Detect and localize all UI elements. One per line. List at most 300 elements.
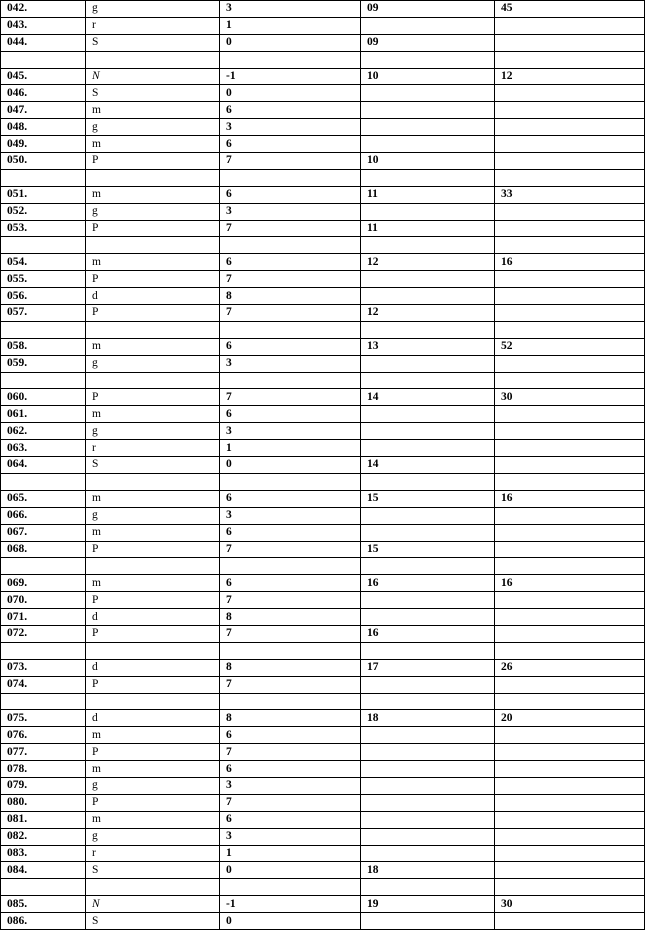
cell-num: 050. bbox=[1, 153, 86, 170]
cell-col4 bbox=[361, 355, 495, 372]
cell-col4 bbox=[361, 609, 495, 626]
table-row bbox=[1, 761, 645, 778]
cell-sym: g bbox=[86, 777, 220, 794]
cell-num bbox=[1, 473, 86, 490]
cell-num: 065. bbox=[1, 490, 86, 507]
cell-val bbox=[220, 321, 361, 338]
cell-sym: g bbox=[86, 203, 220, 220]
cell-col5 bbox=[495, 676, 645, 693]
cell-val: 3 bbox=[220, 828, 361, 845]
cell-sym bbox=[86, 51, 220, 68]
cell-val: 0 bbox=[220, 913, 361, 930]
cell-col4: 19 bbox=[361, 896, 495, 913]
cell-num: 068. bbox=[1, 541, 86, 558]
cell-col4 bbox=[361, 51, 495, 68]
cell-val: 3 bbox=[220, 507, 361, 524]
cell-col5 bbox=[495, 153, 645, 170]
cell-val bbox=[220, 642, 361, 659]
cell-col5 bbox=[495, 862, 645, 879]
table-row bbox=[1, 676, 645, 693]
table-row bbox=[1, 389, 645, 406]
cell-col4: 11 bbox=[361, 186, 495, 203]
cell-col4 bbox=[361, 288, 495, 305]
spacer-row bbox=[1, 372, 645, 389]
cell-val: 1 bbox=[220, 440, 361, 457]
cell-col4: 10 bbox=[361, 153, 495, 170]
cell-col5: 16 bbox=[495, 490, 645, 507]
cell-num bbox=[1, 237, 86, 254]
cell-val: 3 bbox=[220, 777, 361, 794]
table-row bbox=[1, 119, 645, 136]
spacer-row bbox=[1, 237, 645, 254]
table-row bbox=[1, 575, 645, 592]
cell-sym: m bbox=[86, 524, 220, 541]
cell-col4 bbox=[361, 727, 495, 744]
cell-col5 bbox=[495, 558, 645, 575]
table-row bbox=[1, 710, 645, 727]
cell-sym bbox=[86, 237, 220, 254]
table-row bbox=[1, 845, 645, 862]
table-row bbox=[1, 68, 645, 85]
cell-sym: g bbox=[86, 507, 220, 524]
cell-col4 bbox=[361, 473, 495, 490]
cell-col5 bbox=[495, 34, 645, 51]
table-row bbox=[1, 288, 645, 305]
cell-sym: m bbox=[86, 102, 220, 119]
cell-col4 bbox=[361, 777, 495, 794]
spacer-row bbox=[1, 321, 645, 338]
spacer-row bbox=[1, 879, 645, 896]
cell-col4: 16 bbox=[361, 625, 495, 642]
cell-num: 047. bbox=[1, 102, 86, 119]
cell-col5: 30 bbox=[495, 389, 645, 406]
cell-col5 bbox=[495, 507, 645, 524]
table-row bbox=[1, 541, 645, 558]
cell-col5 bbox=[495, 220, 645, 237]
cell-col5 bbox=[495, 237, 645, 254]
cell-sym: d bbox=[86, 659, 220, 676]
cell-val: 8 bbox=[220, 659, 361, 676]
cell-col5 bbox=[495, 744, 645, 761]
cell-val: 6 bbox=[220, 727, 361, 744]
cell-col4: 09 bbox=[361, 1, 495, 18]
spacer-row bbox=[1, 642, 645, 659]
cell-col5 bbox=[495, 473, 645, 490]
cell-col5: 16 bbox=[495, 254, 645, 271]
cell-col5 bbox=[495, 642, 645, 659]
table-row bbox=[1, 102, 645, 119]
table-row bbox=[1, 777, 645, 794]
spacer-row bbox=[1, 558, 645, 575]
cell-col4 bbox=[361, 237, 495, 254]
cell-val bbox=[220, 473, 361, 490]
cell-num: 061. bbox=[1, 406, 86, 423]
cell-col4 bbox=[361, 440, 495, 457]
cell-num: 058. bbox=[1, 338, 86, 355]
table-row bbox=[1, 271, 645, 288]
cell-sym: r bbox=[86, 17, 220, 34]
cell-col4: 11 bbox=[361, 220, 495, 237]
cell-sym: r bbox=[86, 845, 220, 862]
cell-val: 6 bbox=[220, 575, 361, 592]
cell-val: 6 bbox=[220, 811, 361, 828]
cell-num: 044. bbox=[1, 34, 86, 51]
cell-sym bbox=[86, 642, 220, 659]
cell-sym: S bbox=[86, 862, 220, 879]
table-row bbox=[1, 625, 645, 642]
cell-sym: S bbox=[86, 913, 220, 930]
cell-sym: S bbox=[86, 85, 220, 102]
cell-num: 076. bbox=[1, 727, 86, 744]
table-row bbox=[1, 744, 645, 761]
table-row bbox=[1, 862, 645, 879]
cell-num: 077. bbox=[1, 744, 86, 761]
table-row bbox=[1, 338, 645, 355]
cell-col5 bbox=[495, 625, 645, 642]
cell-col4 bbox=[361, 524, 495, 541]
cell-val: -1 bbox=[220, 68, 361, 85]
cell-col5 bbox=[495, 761, 645, 778]
spacer-row bbox=[1, 693, 645, 710]
cell-col4 bbox=[361, 676, 495, 693]
cell-val: 6 bbox=[220, 338, 361, 355]
cell-sym bbox=[86, 558, 220, 575]
cell-sym: d bbox=[86, 710, 220, 727]
cell-val: 7 bbox=[220, 676, 361, 693]
table-row bbox=[1, 440, 645, 457]
cell-sym bbox=[86, 473, 220, 490]
cell-num: 045. bbox=[1, 68, 86, 85]
cell-sym: m bbox=[86, 186, 220, 203]
cell-sym: m bbox=[86, 575, 220, 592]
table-row bbox=[1, 85, 645, 102]
table-row bbox=[1, 423, 645, 440]
cell-col4: 09 bbox=[361, 34, 495, 51]
cell-num bbox=[1, 51, 86, 68]
cell-num bbox=[1, 558, 86, 575]
cell-num: 078. bbox=[1, 761, 86, 778]
cell-col4: 16 bbox=[361, 575, 495, 592]
cell-num: 070. bbox=[1, 592, 86, 609]
cell-num: 079. bbox=[1, 777, 86, 794]
cell-col4: 13 bbox=[361, 338, 495, 355]
cell-col5: 30 bbox=[495, 896, 645, 913]
cell-sym: S bbox=[86, 457, 220, 474]
cell-col5 bbox=[495, 51, 645, 68]
cell-sym: g bbox=[86, 119, 220, 136]
cell-num: 071. bbox=[1, 609, 86, 626]
table-row bbox=[1, 727, 645, 744]
cell-col5 bbox=[495, 794, 645, 811]
cell-num: 046. bbox=[1, 85, 86, 102]
cell-col4 bbox=[361, 811, 495, 828]
cell-sym: N bbox=[86, 896, 220, 913]
cell-col5 bbox=[495, 305, 645, 322]
cell-col5 bbox=[495, 845, 645, 862]
cell-num: 056. bbox=[1, 288, 86, 305]
cell-num: 084. bbox=[1, 862, 86, 879]
cell-val bbox=[220, 558, 361, 575]
table-row bbox=[1, 524, 645, 541]
table-row bbox=[1, 794, 645, 811]
table-row bbox=[1, 254, 645, 271]
cell-num: 051. bbox=[1, 186, 86, 203]
cell-col5 bbox=[495, 457, 645, 474]
cell-num: 048. bbox=[1, 119, 86, 136]
cell-col4 bbox=[361, 169, 495, 186]
cell-col5 bbox=[495, 541, 645, 558]
cell-col5: 20 bbox=[495, 710, 645, 727]
cell-sym: r bbox=[86, 440, 220, 457]
cell-col4 bbox=[361, 372, 495, 389]
cell-num: 060. bbox=[1, 389, 86, 406]
cell-sym: g bbox=[86, 828, 220, 845]
cell-col5 bbox=[495, 85, 645, 102]
cell-sym bbox=[86, 879, 220, 896]
table-row bbox=[1, 305, 645, 322]
cell-val: 0 bbox=[220, 85, 361, 102]
cell-col5 bbox=[495, 372, 645, 389]
cell-num: 053. bbox=[1, 220, 86, 237]
cell-val: 7 bbox=[220, 305, 361, 322]
cell-col5 bbox=[495, 321, 645, 338]
cell-val: 8 bbox=[220, 609, 361, 626]
table-row bbox=[1, 406, 645, 423]
cell-col5 bbox=[495, 440, 645, 457]
cell-num bbox=[1, 321, 86, 338]
cell-col4 bbox=[361, 136, 495, 153]
cell-num: 066. bbox=[1, 507, 86, 524]
cell-num: 080. bbox=[1, 794, 86, 811]
cell-col4 bbox=[361, 321, 495, 338]
cell-col5: 12 bbox=[495, 68, 645, 85]
cell-num: 081. bbox=[1, 811, 86, 828]
cell-val: 0 bbox=[220, 862, 361, 879]
cell-col4: 15 bbox=[361, 541, 495, 558]
cell-val: 8 bbox=[220, 288, 361, 305]
cell-val: 1 bbox=[220, 845, 361, 862]
table-row bbox=[1, 136, 645, 153]
cell-col5 bbox=[495, 423, 645, 440]
cell-num: 042. bbox=[1, 1, 86, 18]
cell-col4: 17 bbox=[361, 659, 495, 676]
cell-val: 7 bbox=[220, 153, 361, 170]
cell-num: 075. bbox=[1, 710, 86, 727]
cell-col5 bbox=[495, 913, 645, 930]
cell-num: 073. bbox=[1, 659, 86, 676]
cell-val: 3 bbox=[220, 355, 361, 372]
cell-col5 bbox=[495, 828, 645, 845]
cell-col5 bbox=[495, 592, 645, 609]
cell-num: 082. bbox=[1, 828, 86, 845]
cell-val: 0 bbox=[220, 34, 361, 51]
cell-col4 bbox=[361, 17, 495, 34]
cell-val bbox=[220, 372, 361, 389]
cell-sym: P bbox=[86, 220, 220, 237]
cell-col4: 18 bbox=[361, 862, 495, 879]
cell-col5: 16 bbox=[495, 575, 645, 592]
cell-val bbox=[220, 169, 361, 186]
cell-val: 6 bbox=[220, 761, 361, 778]
cell-sym: m bbox=[86, 338, 220, 355]
cell-col4 bbox=[361, 794, 495, 811]
cell-num: 067. bbox=[1, 524, 86, 541]
cell-col5 bbox=[495, 355, 645, 372]
cell-col5: 45 bbox=[495, 1, 645, 18]
cell-sym: g bbox=[86, 355, 220, 372]
cell-val: 3 bbox=[220, 423, 361, 440]
cell-sym: m bbox=[86, 490, 220, 507]
cell-col5 bbox=[495, 17, 645, 34]
cell-val: 1 bbox=[220, 17, 361, 34]
cell-col5 bbox=[495, 811, 645, 828]
cell-val: 6 bbox=[220, 102, 361, 119]
cell-val: 7 bbox=[220, 744, 361, 761]
table-row bbox=[1, 203, 645, 220]
table-row bbox=[1, 34, 645, 51]
cell-col5 bbox=[495, 271, 645, 288]
cell-val: 3 bbox=[220, 1, 361, 18]
cell-col4 bbox=[361, 761, 495, 778]
table-row bbox=[1, 355, 645, 372]
cell-sym: N bbox=[86, 68, 220, 85]
cell-col4 bbox=[361, 507, 495, 524]
cell-col5: 52 bbox=[495, 338, 645, 355]
cell-col4 bbox=[361, 102, 495, 119]
cell-col4 bbox=[361, 558, 495, 575]
cell-num: 062. bbox=[1, 423, 86, 440]
cell-sym: g bbox=[86, 423, 220, 440]
spacer-row bbox=[1, 473, 645, 490]
cell-sym: S bbox=[86, 34, 220, 51]
cell-val: 7 bbox=[220, 625, 361, 642]
cell-sym: d bbox=[86, 288, 220, 305]
table-row bbox=[1, 507, 645, 524]
cell-sym: P bbox=[86, 305, 220, 322]
table-row bbox=[1, 220, 645, 237]
cell-col4 bbox=[361, 271, 495, 288]
cell-sym: P bbox=[86, 271, 220, 288]
cell-val: 3 bbox=[220, 119, 361, 136]
cell-sym: P bbox=[86, 541, 220, 558]
cell-num: 086. bbox=[1, 913, 86, 930]
cell-val: 7 bbox=[220, 271, 361, 288]
table-row bbox=[1, 1, 645, 18]
cell-col5 bbox=[495, 524, 645, 541]
cell-num bbox=[1, 879, 86, 896]
table-row bbox=[1, 609, 645, 626]
cell-sym: P bbox=[86, 153, 220, 170]
cell-sym: P bbox=[86, 625, 220, 642]
cell-sym: m bbox=[86, 254, 220, 271]
cell-sym bbox=[86, 169, 220, 186]
cell-col4 bbox=[361, 913, 495, 930]
cell-num bbox=[1, 372, 86, 389]
cell-col5 bbox=[495, 777, 645, 794]
cell-val: 6 bbox=[220, 406, 361, 423]
cell-col4 bbox=[361, 423, 495, 440]
cell-num: 052. bbox=[1, 203, 86, 220]
cell-col4 bbox=[361, 85, 495, 102]
cell-sym: P bbox=[86, 794, 220, 811]
cell-num: 049. bbox=[1, 136, 86, 153]
cell-sym: m bbox=[86, 811, 220, 828]
cell-sym: m bbox=[86, 406, 220, 423]
cell-num: 063. bbox=[1, 440, 86, 457]
cell-val: 3 bbox=[220, 203, 361, 220]
cell-sym bbox=[86, 693, 220, 710]
cell-sym: d bbox=[86, 609, 220, 626]
spacer-row bbox=[1, 51, 645, 68]
cell-sym: m bbox=[86, 761, 220, 778]
cell-col5 bbox=[495, 136, 645, 153]
table-body bbox=[1, 1, 645, 930]
cell-val: 7 bbox=[220, 220, 361, 237]
cell-sym bbox=[86, 372, 220, 389]
cell-val: 0 bbox=[220, 457, 361, 474]
cell-col4 bbox=[361, 693, 495, 710]
table-row bbox=[1, 490, 645, 507]
table-row bbox=[1, 153, 645, 170]
cell-sym: P bbox=[86, 389, 220, 406]
cell-col4 bbox=[361, 642, 495, 659]
cell-num: 069. bbox=[1, 575, 86, 592]
cell-col4 bbox=[361, 203, 495, 220]
cell-val: 8 bbox=[220, 710, 361, 727]
table-row bbox=[1, 186, 645, 203]
cell-col5: 33 bbox=[495, 186, 645, 203]
cell-col4 bbox=[361, 879, 495, 896]
cell-num: 083. bbox=[1, 845, 86, 862]
cell-val bbox=[220, 879, 361, 896]
cell-col4: 18 bbox=[361, 710, 495, 727]
cell-col4 bbox=[361, 406, 495, 423]
cell-col4: 15 bbox=[361, 490, 495, 507]
cell-sym: P bbox=[86, 676, 220, 693]
cell-col4 bbox=[361, 744, 495, 761]
cell-col5 bbox=[495, 119, 645, 136]
cell-val: 6 bbox=[220, 490, 361, 507]
cell-col5 bbox=[495, 203, 645, 220]
cell-col5 bbox=[495, 727, 645, 744]
cell-col4: 12 bbox=[361, 305, 495, 322]
cell-col4 bbox=[361, 845, 495, 862]
cell-val: 6 bbox=[220, 136, 361, 153]
table-row bbox=[1, 659, 645, 676]
cell-num: 043. bbox=[1, 17, 86, 34]
cell-val: 7 bbox=[220, 794, 361, 811]
cell-col5 bbox=[495, 879, 645, 896]
cell-val: 7 bbox=[220, 389, 361, 406]
cell-num: 064. bbox=[1, 457, 86, 474]
cell-sym: P bbox=[86, 744, 220, 761]
cell-num: 057. bbox=[1, 305, 86, 322]
cell-num: 085. bbox=[1, 896, 86, 913]
cell-sym: m bbox=[86, 136, 220, 153]
cell-num bbox=[1, 169, 86, 186]
cell-col4: 14 bbox=[361, 389, 495, 406]
cell-sym: P bbox=[86, 592, 220, 609]
cell-val: 6 bbox=[220, 524, 361, 541]
cell-sym bbox=[86, 321, 220, 338]
cell-val: -1 bbox=[220, 896, 361, 913]
cell-col5 bbox=[495, 102, 645, 119]
table-row bbox=[1, 828, 645, 845]
cell-col5: 26 bbox=[495, 659, 645, 676]
cell-col4: 10 bbox=[361, 68, 495, 85]
cell-val: 6 bbox=[220, 186, 361, 203]
cell-val: 7 bbox=[220, 592, 361, 609]
